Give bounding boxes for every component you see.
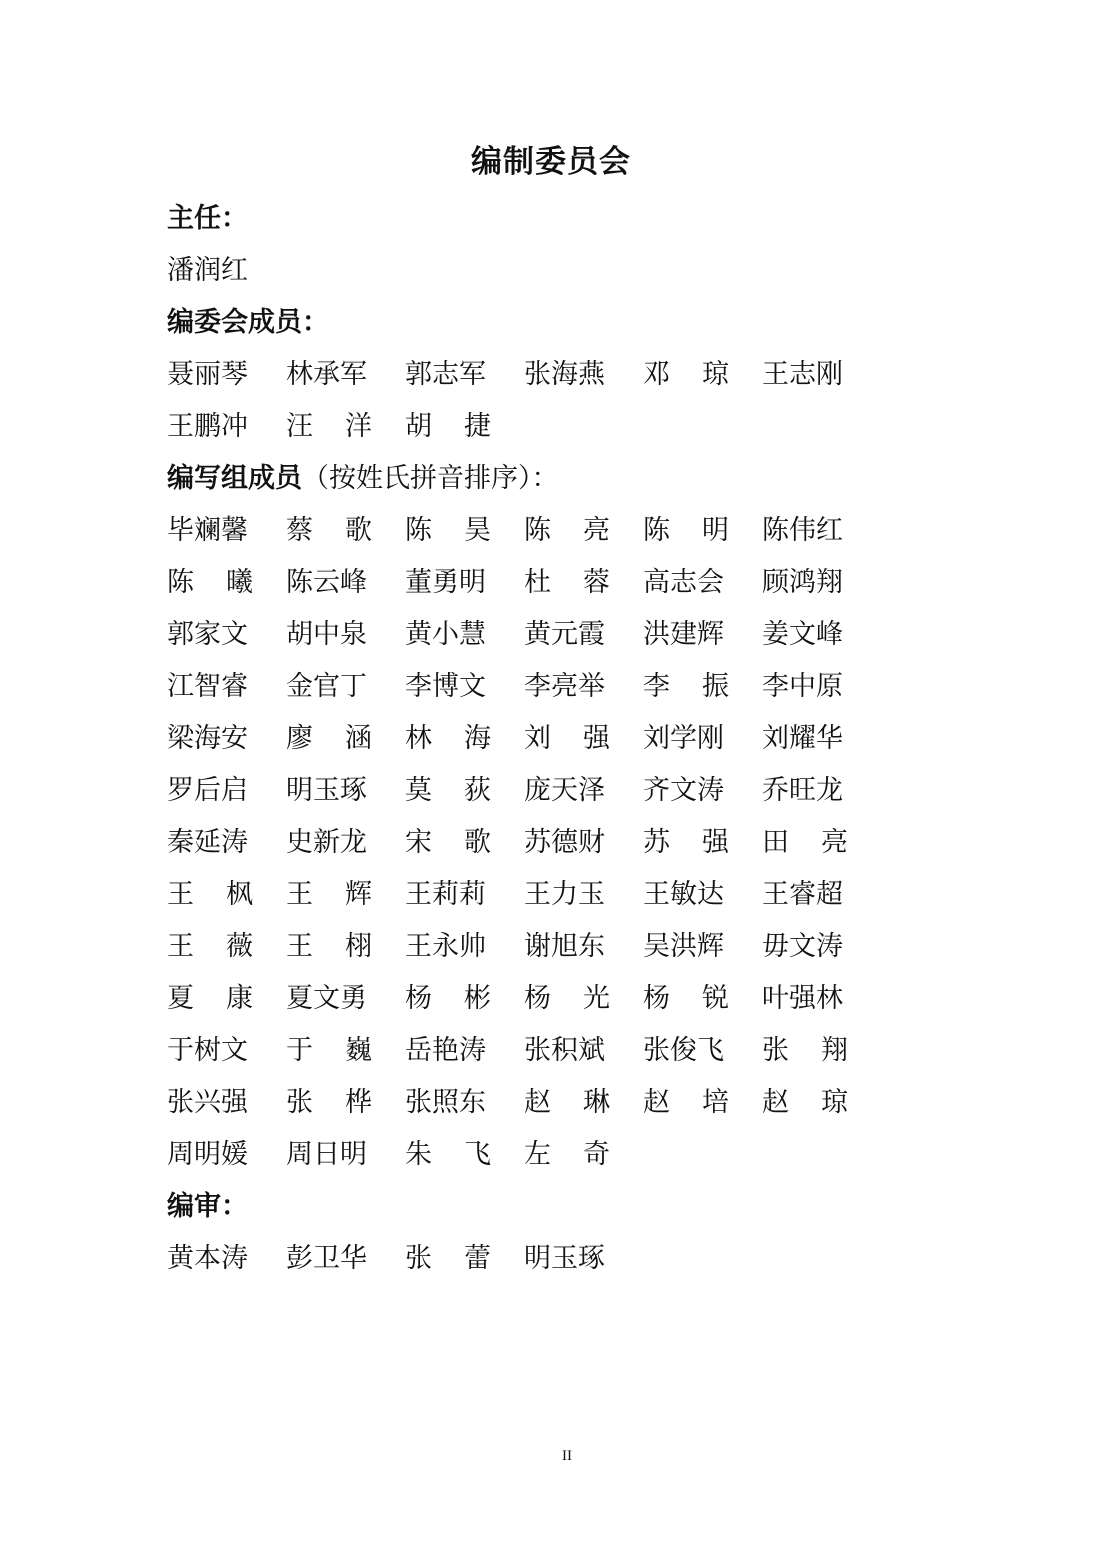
member-name: [762, 661, 881, 713]
member-name: [405, 1233, 524, 1285]
member-name-text: 杨 彬: [405, 983, 491, 1014]
member-name: [286, 661, 405, 713]
section-heading-label: 编审：: [167, 1191, 248, 1222]
member-name-text: 赵 琳: [524, 1087, 610, 1118]
member-name: [524, 505, 643, 557]
page-title: 编制委员会: [471, 144, 631, 180]
member-name: [167, 921, 286, 973]
member-name-text: 王鹏冲: [167, 411, 248, 442]
member-name-text: 苏德财: [524, 827, 605, 858]
member-name-text: 顾鸿翔: [762, 567, 843, 598]
member-name: [524, 1129, 643, 1181]
member-name-text: 王志刚: [762, 359, 843, 390]
member-name: [524, 349, 643, 401]
member-name-text: 陈云峰: [286, 567, 367, 598]
member-name: [524, 557, 643, 609]
section-heading: [167, 193, 887, 245]
member-name-text: 郭志军: [405, 359, 486, 390]
member-name: [286, 401, 405, 453]
member-name: [167, 1233, 286, 1285]
member-name: [762, 921, 881, 973]
member-name-text: 刘耀华: [762, 723, 843, 754]
member-name: [286, 713, 405, 765]
member-name-text: 叶强林: [762, 983, 843, 1014]
member-name: [643, 921, 762, 973]
member-name-text: 张 翔: [762, 1035, 848, 1066]
member-name-text: 王力玉: [524, 879, 605, 910]
member-name-text: 刘 强: [524, 723, 610, 754]
name-list: [167, 1233, 887, 1285]
member-name-text: 毕斓馨: [167, 515, 248, 546]
member-name: [405, 505, 524, 557]
member-name-text: 江智睿: [167, 671, 248, 702]
member-name-text: 夏文勇: [286, 983, 367, 1014]
member-name-text: 彭卫华: [286, 1243, 367, 1274]
member-name-text: 王 辉: [286, 879, 372, 910]
member-name-text: 高志会: [643, 567, 724, 598]
member-name: [405, 921, 524, 973]
member-name: [643, 817, 762, 869]
member-name: [762, 765, 881, 817]
member-name-text: 黄小慧: [405, 619, 486, 650]
member-name: [762, 505, 881, 557]
member-name-text: 杨 锐: [643, 983, 729, 1014]
section-heading: [167, 453, 887, 505]
member-name-text: 张兴强: [167, 1087, 248, 1118]
member-name-text: 廖 涵: [286, 723, 372, 754]
member-name-text: 杜 蓉: [524, 567, 610, 598]
member-name: [286, 1233, 405, 1285]
member-name: [286, 973, 405, 1025]
member-name: [167, 817, 286, 869]
member-name-text: 洪建辉: [643, 619, 724, 650]
member-name-text: 张海燕: [524, 359, 605, 390]
member-name: [167, 1077, 286, 1129]
member-name: [524, 661, 643, 713]
member-name: [643, 349, 762, 401]
member-name: [643, 973, 762, 1025]
member-name: [643, 1025, 762, 1077]
member-name-text: 陈 明: [643, 515, 729, 546]
member-name: [167, 973, 286, 1025]
member-name-text: 秦延涛: [167, 827, 248, 858]
member-name: [524, 869, 643, 921]
member-name: [762, 713, 881, 765]
section-heading: [167, 297, 887, 349]
member-name: [524, 921, 643, 973]
member-name-text: 黄本涛: [167, 1243, 248, 1274]
section-heading-note: （按姓氏拼音排序）：: [302, 463, 559, 494]
member-name: [286, 1025, 405, 1077]
member-name-text: 史新龙: [286, 827, 367, 858]
member-name-text: 郭家文: [167, 619, 248, 650]
member-name-text: 明玉琢: [286, 775, 367, 806]
member-name: [167, 349, 286, 401]
member-name: [405, 869, 524, 921]
member-name-text: 乔旺龙: [762, 775, 843, 806]
member-name: [524, 609, 643, 661]
member-name: [405, 973, 524, 1025]
member-name: [643, 609, 762, 661]
member-name: [167, 505, 286, 557]
member-name: [167, 713, 286, 765]
member-name-text: 王敏达: [643, 879, 724, 910]
member-name: [286, 1129, 405, 1181]
member-name-text: 张照东: [405, 1087, 486, 1118]
member-name: [286, 1077, 405, 1129]
member-name: [405, 401, 524, 453]
member-name: [762, 973, 881, 1025]
member-name: [167, 609, 286, 661]
member-name-text: 王 薇: [167, 931, 253, 962]
member-name-text: 李博文: [405, 671, 486, 702]
member-name-text: 胡中泉: [286, 619, 367, 650]
member-name-text: 王 枫: [167, 879, 253, 910]
member-name: [643, 505, 762, 557]
member-name-text: 谢旭东: [524, 931, 605, 962]
member-name-text: 姜文峰: [762, 619, 843, 650]
member-name-text: 杨 光: [524, 983, 610, 1014]
name-list: [167, 349, 887, 453]
section-heading-label: 主任：: [167, 203, 248, 234]
member-name: [405, 1129, 524, 1181]
member-name: [762, 557, 881, 609]
name-list: [167, 245, 887, 297]
member-name-text: 齐文涛: [643, 775, 724, 806]
member-name-text: 于 巍: [286, 1035, 372, 1066]
member-name-text: 庞天泽: [524, 775, 605, 806]
page-number: II: [562, 1448, 572, 1464]
member-name: [643, 661, 762, 713]
member-name: [286, 869, 405, 921]
member-name: [643, 557, 762, 609]
member-name: [643, 765, 762, 817]
member-name: [643, 869, 762, 921]
member-name-text: 苏 强: [643, 827, 729, 858]
member-name: [167, 557, 286, 609]
member-name: [286, 921, 405, 973]
member-name: [643, 713, 762, 765]
member-name-text: 周明媛: [167, 1139, 248, 1170]
member-name: [524, 765, 643, 817]
member-name-text: 梁海安: [167, 723, 248, 754]
member-name-text: 汪 洋: [286, 411, 372, 442]
member-name: [762, 1025, 881, 1077]
member-name: [762, 1077, 881, 1129]
member-name: [286, 349, 405, 401]
member-name: [405, 713, 524, 765]
section-heading: [167, 1181, 887, 1233]
member-name: [524, 1233, 643, 1285]
member-name-text: 张俊飞: [643, 1035, 724, 1066]
member-name: [643, 1077, 762, 1129]
member-name-text: 李中原: [762, 671, 843, 702]
member-name-text: 陈伟红: [762, 515, 843, 546]
member-name: [167, 869, 286, 921]
member-name: [405, 817, 524, 869]
member-name-text: 夏 康: [167, 983, 253, 1014]
member-name: [286, 505, 405, 557]
member-name: [405, 349, 524, 401]
member-name: [405, 1077, 524, 1129]
member-name-text: 宋 歌: [405, 827, 491, 858]
member-name: [762, 817, 881, 869]
member-name-text: 陈 亮: [524, 515, 610, 546]
member-name: [167, 765, 286, 817]
member-name: [524, 1025, 643, 1077]
member-name: [405, 661, 524, 713]
member-name-text: 张 蕾: [405, 1243, 491, 1274]
member-name-text: 朱 飞: [405, 1139, 491, 1170]
member-name-text: 赵 培: [643, 1087, 729, 1118]
member-name-text: 吴洪辉: [643, 931, 724, 962]
member-name: [524, 713, 643, 765]
member-name-text: 王睿超: [762, 879, 843, 910]
member-name: [405, 557, 524, 609]
member-name: [167, 401, 286, 453]
member-name: [167, 1025, 286, 1077]
member-name-text: 莫 荻: [405, 775, 491, 806]
member-name: [405, 765, 524, 817]
member-name-text: 李亮举: [524, 671, 605, 702]
member-name-text: 岳艳涛: [405, 1035, 486, 1066]
member-name-text: 董勇明: [405, 567, 486, 598]
member-name-text: 于树文: [167, 1035, 248, 1066]
member-name-text: 罗后启: [167, 775, 248, 806]
member-name-text: 邓 琼: [643, 359, 729, 390]
name-list: [167, 505, 887, 1181]
member-name-text: 张 桦: [286, 1087, 372, 1118]
member-name: [286, 765, 405, 817]
member-name-text: 聂丽琴: [167, 359, 248, 390]
member-name-text: 王莉莉: [405, 879, 486, 910]
member-name: [405, 1025, 524, 1077]
section-heading-label: 编写组成员: [167, 463, 302, 494]
member-name-text: 赵 琼: [762, 1087, 848, 1118]
member-name: [167, 245, 286, 297]
member-name-text: 林 海: [405, 723, 491, 754]
member-name-text: 田 亮: [762, 827, 848, 858]
section-heading-label: 编委会成员：: [167, 307, 329, 338]
committee-list: [167, 193, 887, 1285]
member-name-text: 金官丁: [286, 671, 367, 702]
member-name-text: 张积斌: [524, 1035, 605, 1066]
member-name: [286, 817, 405, 869]
member-name: [167, 661, 286, 713]
member-name-text: 刘学刚: [643, 723, 724, 754]
member-name-text: 毋文涛: [762, 931, 843, 962]
member-name-text: 王 栩: [286, 931, 372, 962]
member-name-text: 陈 昊: [405, 515, 491, 546]
member-name: [524, 1077, 643, 1129]
member-name-text: 潘润红: [167, 255, 248, 286]
member-name: [405, 609, 524, 661]
member-name-text: 蔡 歌: [286, 515, 372, 546]
member-name-text: 明玉琢: [524, 1243, 605, 1274]
member-name: [286, 557, 405, 609]
member-name-text: 陈 曦: [167, 567, 253, 598]
member-name-text: 李 振: [643, 671, 729, 702]
member-name: [524, 973, 643, 1025]
member-name-text: 胡 捷: [405, 411, 491, 442]
member-name: [286, 609, 405, 661]
member-name-text: 林承军: [286, 359, 367, 390]
member-name-text: 周日明: [286, 1139, 367, 1170]
member-name: [762, 349, 881, 401]
member-name: [762, 869, 881, 921]
member-name: [762, 609, 881, 661]
member-name-text: 王永帅: [405, 931, 486, 962]
member-name: [167, 1129, 286, 1181]
member-name: [524, 817, 643, 869]
member-name-text: 黄元霞: [524, 619, 605, 650]
member-name-text: 左 奇: [524, 1139, 610, 1170]
